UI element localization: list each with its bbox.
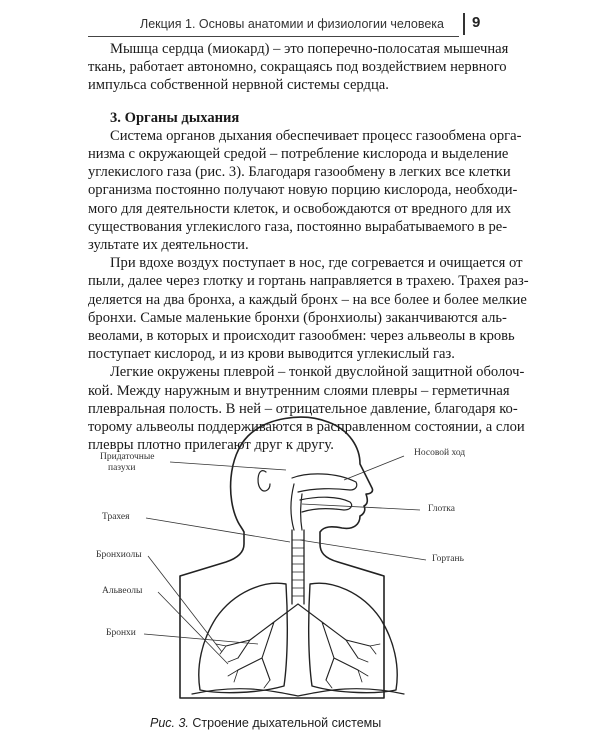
bronchi-tree: [226, 604, 370, 680]
body-outline: [180, 417, 384, 698]
trachea-outline: [292, 530, 304, 604]
label-bronchioles: Бронхиолы: [96, 550, 142, 560]
pharynx-wall: [291, 484, 294, 530]
leader-nasal-passage: [344, 456, 404, 480]
label-trachea: Трахея: [102, 512, 130, 522]
text-line: кой. Между наружным и внутренним слоями плевры – герметичная: [88, 382, 510, 399]
text-line: поступает кислород, и из крови выводится углекислый газ.: [88, 346, 455, 363]
text-line: зультате их деятельности.: [88, 237, 249, 254]
paragraph-intro: [88, 40, 509, 95]
label-nasal-passage: Носовой ход: [414, 448, 466, 458]
page-number: 9: [472, 14, 481, 31]
paragraph-inhalation: [88, 254, 529, 363]
running-header: [0, 0, 600, 44]
caption-figure-ref: Рис. 3.: [150, 716, 189, 730]
text-line: деляется на два бронха, а каждый бронх – на все более и более мелкие: [88, 291, 527, 308]
leader-bronchi: [144, 634, 258, 644]
text-line: веолами, в которых и происходит газообмен: через альвеолы в кровь: [88, 328, 515, 345]
trachea-rings: [292, 540, 304, 596]
text-line: низма с окружающей средой – потребление кислорода и выделение: [88, 146, 509, 163]
text-line: Легкие окружены плеврой – тонкой двуслойной защитной оболоч-: [110, 364, 525, 381]
text-line: При вдохе воздух поступает в нос, где согревается и очищается от: [110, 255, 523, 272]
leader-sinuses: [170, 462, 286, 470]
leader-trachea: [146, 518, 290, 542]
nasal-cavity: [292, 474, 357, 492]
text-line: углекислого газа (рис. 3). Благодаря газообмену в легких все клетки: [88, 164, 511, 181]
paragraph-gas-exchange: [88, 127, 522, 254]
caption-text: Строение дыхательной системы: [192, 716, 382, 730]
label-pharynx: Глотка: [428, 504, 455, 514]
label-larynx: Гортань: [432, 554, 464, 564]
label-bronchi: Бронхи: [106, 628, 136, 638]
header-rule: [88, 36, 459, 37]
text-line: бронхи. Самые маленькие бронхи (бронхиолы) заканчиваются аль-: [88, 309, 507, 326]
figure-caption: [150, 716, 490, 730]
leader-larynx: [300, 540, 426, 560]
text-line: Мышца сердца (миокард) – это поперечно-полосатая мышечная: [110, 41, 509, 57]
label-sinuses-line1: Придаточные: [100, 452, 155, 462]
leader-alveoli: [158, 592, 228, 664]
ear-outline: [258, 471, 270, 491]
bronchiole-branches: [216, 644, 380, 688]
text-line: организма постоянно получают новую порцию кислорода, необходи-: [88, 182, 518, 199]
text-line: ткань, работает автономно, сокращаясь под воздействием нервного: [88, 59, 507, 76]
text-line: мого для деятельности клеток, и освобождаются от вредного для их: [88, 200, 512, 217]
header-divider: [463, 13, 465, 35]
running-title: Лекция 1. Основы анатомии и физиологии человека: [139, 17, 444, 31]
left-lung: [199, 583, 288, 692]
section-title: 3. Органы дыхания: [110, 109, 240, 126]
label-sinuses-line2: пазухи: [108, 463, 136, 473]
text-line: пыли, далее через глотку и гортань направляется в трахею. Трахея раз-: [88, 273, 529, 290]
text-line: Система органов дыхания обеспечивает процесс газообмена орга-: [110, 127, 522, 144]
main-text: [88, 40, 529, 454]
text-line: импульса собственной нервной системы сердца.: [88, 77, 389, 94]
text-line: торому альвеолы поддерживаются в расправленном состоянии, а слои: [88, 419, 525, 436]
respiratory-system-figure: [88, 408, 525, 714]
text-line: плевры плотно прилегают друг к другу.: [88, 437, 334, 454]
text-line: существования углекислого газа, постоянно вырабатываемого в ре-: [88, 218, 508, 235]
text-line: плевральная полость. В ней – отрицательное давление, благодаря ко-: [88, 400, 518, 417]
label-alveoli: Альвеолы: [102, 586, 143, 596]
